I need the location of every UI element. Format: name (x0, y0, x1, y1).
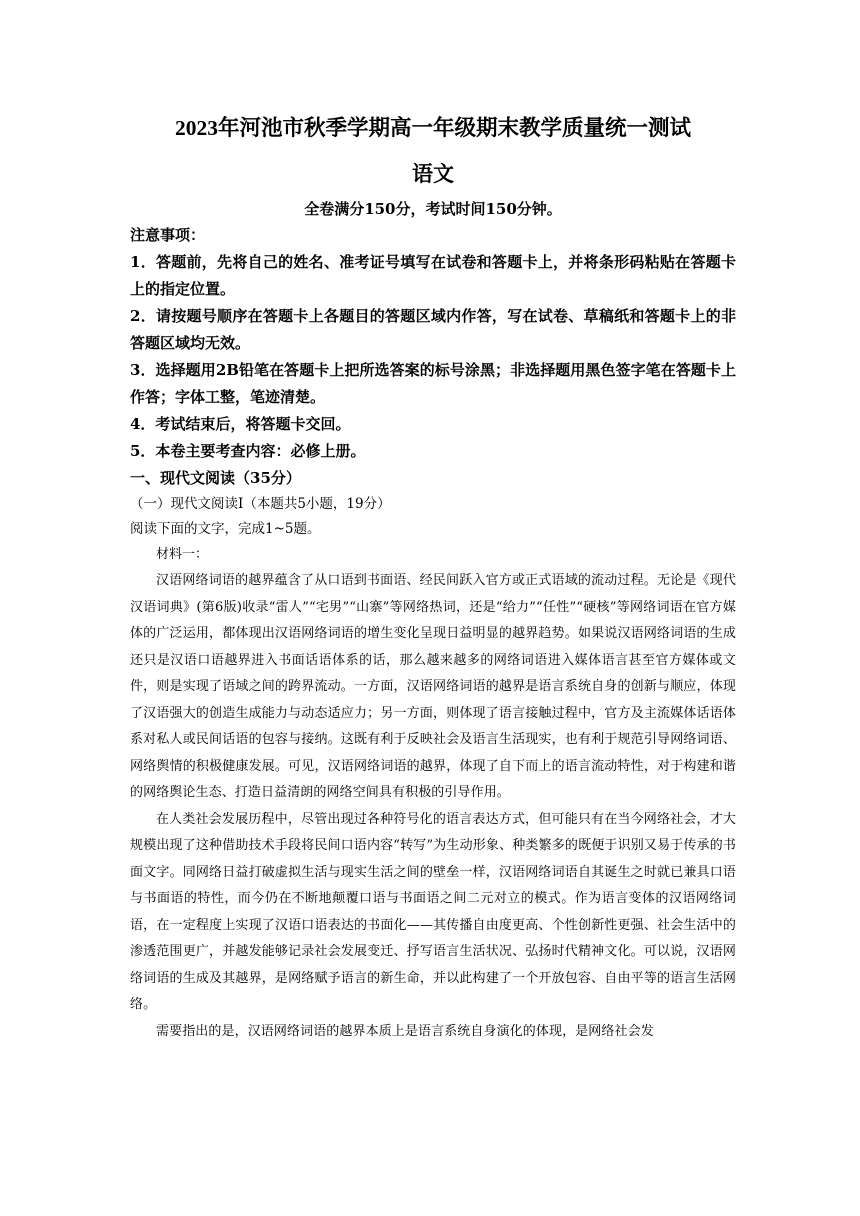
exam-title: 2023年河池市秋季学期高一年级期末教学质量统一测试 (174, 116, 691, 140)
notice-item-2: 2．请按题号顺序在答题卡上各题目的答题区域内作答，写在试卷、草稿纸和答题卡上的非答题区域均无效。 (130, 307, 736, 352)
reading-instruction: 阅读下面的文字，完成1~5题。 (130, 521, 321, 537)
notice-item-3: 3．选择题用2B铅笔在答题卡上把所选答案的标号涂黑；非选择题用黑色签字笔在答题卡上作答；字体工整，笔迹清楚。 (130, 361, 736, 406)
score-line: 全卷满分150分，考试时间150分钟。 (304, 200, 562, 218)
reading-section (130, 465, 736, 1045)
notice-item-1: 1．答题前，先将自己的姓名、准考证号填写在试卷和答题卡上，并将条形码粘贴在答题卡上的指定位置。 (130, 253, 736, 298)
notice-section (130, 222, 736, 465)
notice-item-5: 5．本卷主要考查内容：必修上册。 (130, 442, 366, 460)
subject-title: 语文 (412, 161, 454, 186)
notice-item-4: 4．考试结束后，将答题卡交回。 (130, 415, 351, 433)
passage-paragraph-2: 在人类社会发展历程中，尽管出现过各种符号化的语言表达方式，但可能只有在当今网络社会，才大规模出现了这种借助技术手段将民间口语内容“转写”为生动形象、种类繁多的既便于识别又易于传承的书面文字。同网络日益打破虚拟生活与现实生活之间的壁垒一样，汉语网络词语自其诞生之时就已兼具口语与书面语的特性，而今仍在不断地颠覆口语与书面语之间二元对立的模式。作为语言变体的汉语网络词语，在一定程度上实现了汉语口语表达的书面化——其传播自由度更高、个性创新性更强、社会生活中的渗透范围更广，并越发能够记录社会发展变迁、抒写语言生活状况、弘扬时代精神文化。可以说，汉语网络词语的生成及其越界，是网络赋予语言的新生命，并以此构建了一个开放包容、自由平等的语言生活网络。 (130, 811, 736, 1012)
passage-paragraph-1: 汉语网络词语的越界蕴含了从口语到书面语、经民间跃入官方或正式语域的流动过程。无论是《现代汉语词典》(第6版)收录“雷人”“宅男”“山寨”等网络热词，还是“给力”“任性”“硬核”等网络词语在官方媒体的广泛运用，都体现出汉语网络词语的增生变化呈现日益明显的越界趋势。如果说汉语网络词语的生成还只是汉语口语越界进入书面话语体系的话，那么越来越多的网络词语进入媒体语言甚至官方媒体或文件，则是实现了语域之间的跨界流动。一方面，汉语网络词语的越界是语言系统自身的创新与顺应，体现了汉语强大的创造生成能力与动态适应力；另一方面，则体现了语言接触过程中，官方及主流媒体话语体系对私人或民间话语的包容与接纳。这既有利于反映社会及语言生活现实，也有利于规范引导网络词语、网络舆情的积极健康发展。可见，汉语网络词语的越界，体现了自下而上的语言流动特性，对于构建和谐的网络舆论生态、打造日益清朗的网络空间具有积极的引导作用。 (130, 573, 736, 800)
passage-paragraph-3: 需要指出的是，汉语网络词语的越界本质上是语言系统自身演化的体现，是网络社会发 (156, 1023, 654, 1039)
section-subheading: （一）现代文阅读Ⅰ（本题共5小题，19分） (130, 496, 391, 512)
notice-title: 注意事项： (130, 226, 206, 244)
section-heading: 一、现代文阅读（35分） (130, 469, 301, 487)
material-label: 材料一： (156, 547, 209, 562)
